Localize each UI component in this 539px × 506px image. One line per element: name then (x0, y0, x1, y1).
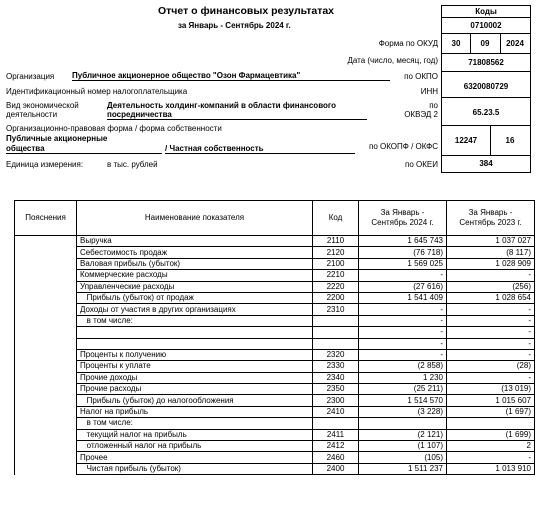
okei-code: 384 (479, 159, 493, 168)
table-row (15, 441, 535, 452)
row-code: 2460 (313, 452, 359, 463)
row-code: 2100 (313, 258, 359, 269)
ownership-value: / Частная собственность (165, 144, 355, 154)
row-value-previous: (13 019) (447, 384, 535, 395)
date-year: 2024 (500, 34, 530, 54)
notes-cell (15, 349, 77, 360)
okfs-code: 16 (490, 126, 530, 156)
unit-label: Единица измерения: (6, 160, 84, 169)
okved-label-2: ОКВЭД 2 (404, 110, 438, 119)
row-value-previous: 1 015 607 (447, 395, 535, 406)
row-name: Налог на прибыль (77, 406, 313, 417)
row-value-previous: (28) (447, 361, 535, 372)
notes-cell (15, 452, 77, 463)
table-row (15, 304, 535, 315)
row-value-previous: (8 117) (447, 247, 535, 258)
row-value-current: 1 541 409 (359, 292, 447, 303)
row-name: Выручка (77, 236, 313, 247)
row-value-previous: - (447, 315, 535, 326)
row-value-current: (27 616) (359, 281, 447, 292)
row-value-current: 1 645 743 (359, 236, 447, 247)
row-name: в том числе: (77, 315, 313, 326)
row-name: Доходы от участия в других организациях (77, 304, 313, 315)
inn-left-label: Идентификационный номер налогоплательщика (6, 87, 188, 96)
notes-cell (15, 247, 77, 258)
notes-cell (15, 384, 77, 395)
row-code: 2200 (313, 292, 359, 303)
table-row (15, 349, 535, 360)
date-month: 09 (470, 34, 500, 54)
table-row (15, 338, 535, 349)
row-value-previous: (1 697) (447, 406, 535, 417)
okpo-label: по ОКПО (404, 72, 438, 81)
activity-label-1: Вид экономической (6, 101, 79, 110)
okved-code: 65.23.5 (442, 98, 530, 126)
row-value-current: 1 511 237 (359, 463, 447, 474)
row-value-previous: (1 699) (447, 429, 535, 440)
divider (470, 34, 471, 54)
row-name: Прибыль (убыток) до налогообложения (77, 395, 313, 406)
row-code (313, 327, 359, 338)
row-name: Прибыль (убыток) от продаж (77, 292, 313, 303)
codes-box (441, 5, 531, 173)
notes-cell (15, 361, 77, 372)
row-name: Прочие доходы (77, 372, 313, 383)
financial-results-table (14, 200, 535, 475)
org-label: Организация (6, 72, 55, 81)
col-code-header: Код (313, 201, 359, 236)
row-value-previous (447, 418, 535, 429)
notes-cell (15, 338, 77, 349)
row-value-previous: 1 013 910 (447, 463, 535, 474)
row-code: 2110 (313, 236, 359, 247)
row-value-current: (2 858) (359, 361, 447, 372)
notes-cell (15, 429, 77, 440)
table-row (15, 292, 535, 303)
row-code (313, 418, 359, 429)
col-notes-header: Пояснения (15, 201, 77, 236)
row-value-previous: (256) (447, 281, 535, 292)
row-name: в том числе: (77, 418, 313, 429)
row-code: 2330 (313, 361, 359, 372)
row-value-current: (2 121) (359, 429, 447, 440)
row-value-current: - (359, 349, 447, 360)
row-value-previous: 2 (447, 441, 535, 452)
table-row (15, 429, 535, 440)
row-name: Управленческие расходы (77, 281, 313, 292)
row-name: Себестоимость продаж (77, 247, 313, 258)
row-value-previous: 1 028 909 (447, 258, 535, 269)
row-value-previous: - (447, 270, 535, 281)
row-value-current (359, 418, 447, 429)
row-code: 2120 (313, 247, 359, 258)
notes-cell (15, 281, 77, 292)
row-name: Коммерческие расходы (77, 270, 313, 281)
row-code: 2410 (313, 406, 359, 417)
row-code: 2400 (313, 463, 359, 474)
table-row (15, 463, 535, 474)
table-row (15, 372, 535, 383)
row-code: 2210 (313, 270, 359, 281)
row-value-current: - (359, 327, 447, 338)
report-period: за Январь - Сентябрь 2024 г. (178, 21, 291, 30)
row-value-current: (25 211) (359, 384, 447, 395)
row-name (77, 327, 313, 338)
row-value-current: 1 514 570 (359, 395, 447, 406)
row-value-current: 1 230 (359, 372, 447, 383)
okei-label: по ОКЕИ (405, 160, 438, 169)
table-row (15, 258, 535, 269)
row-code: 2340 (313, 372, 359, 383)
table-row (15, 395, 535, 406)
activity-value-1: Деятельность холдинг-компаний в области финансового (107, 101, 337, 110)
row-value-current: (105) (359, 452, 447, 463)
notes-cell (15, 292, 77, 303)
notes-cell (15, 270, 77, 281)
row-code: 2300 (313, 395, 359, 406)
row-code: 2310 (313, 304, 359, 315)
okpo-code: 71808562 (442, 54, 530, 72)
row-name: Прочие расходы (77, 384, 313, 395)
row-value-previous: - (447, 304, 535, 315)
row-value-current: - (359, 338, 447, 349)
org-value: Публичное акционерное общество "Озон Фармацевтика" (72, 71, 390, 81)
row-value-current: - (359, 315, 447, 326)
notes-cell (15, 372, 77, 383)
col-previous-header: За Январь - Сентябрь 2023 г. (447, 201, 535, 236)
table-row (15, 281, 535, 292)
row-name: Проценты к уплате (77, 361, 313, 372)
row-value-previous: - (447, 338, 535, 349)
notes-cell (15, 406, 77, 417)
notes-cell (15, 315, 77, 326)
table-header-row (15, 201, 535, 236)
row-value-current: (3 228) (359, 406, 447, 417)
okved-label-1: по (429, 101, 438, 110)
row-code: 2320 (313, 349, 359, 360)
divider (500, 34, 501, 54)
table-row (15, 247, 535, 258)
legal-form-value-2: общества (6, 144, 162, 154)
table-row (15, 384, 535, 395)
notes-cell (15, 236, 77, 247)
okud-code: 0710002 (442, 18, 530, 34)
row-value-previous: - (447, 349, 535, 360)
row-value-previous: 1 037 027 (447, 236, 535, 247)
row-name: отложенный налог на прибыль (77, 441, 313, 452)
okopf-code: 12247 (442, 126, 490, 156)
notes-cell (15, 395, 77, 406)
row-code (313, 338, 359, 349)
notes-cell (15, 463, 77, 474)
row-code (313, 315, 359, 326)
row-code: 2350 (313, 384, 359, 395)
table-row (15, 315, 535, 326)
table-row (15, 270, 535, 281)
row-value-current: - (359, 304, 447, 315)
col-name-header: Наименование показателя (77, 201, 313, 236)
notes-cell (15, 304, 77, 315)
row-value-current: - (359, 270, 447, 281)
report-title: Отчет о финансовых результатах (158, 5, 335, 17)
row-name: Прочее (77, 452, 313, 463)
row-name: Валовая прибыль (убыток) (77, 258, 313, 269)
date-label: Дата (число, месяц, год) (347, 56, 438, 65)
table-row (15, 406, 535, 417)
table-row (15, 361, 535, 372)
notes-cell (15, 418, 77, 429)
legal-form-label: Организационно-правовая форма / форма собственности (6, 124, 222, 133)
date-day: 30 (442, 34, 470, 54)
row-name: текущий налог на прибыль (77, 429, 313, 440)
codes-title: Коды (442, 6, 530, 18)
col-current-header: За Январь - Сентябрь 2024 г. (359, 201, 447, 236)
row-name: Проценты к получению (77, 349, 313, 360)
unit-value: в тыс. рублей (107, 160, 158, 169)
row-value-previous: - (447, 327, 535, 338)
row-value-current: (76 718) (359, 247, 447, 258)
row-value-previous: - (447, 372, 535, 383)
divider (490, 126, 491, 156)
row-name (77, 338, 313, 349)
row-code: 2411 (313, 429, 359, 440)
row-value-previous: - (447, 452, 535, 463)
table-row (15, 236, 535, 247)
row-value-previous: 1 028 654 (447, 292, 535, 303)
legal-form-value-1: Публичные акционерные (6, 134, 108, 143)
row-value-current: (1 107) (359, 441, 447, 452)
activity-value-2: посредничества (107, 110, 367, 120)
row-name: Чистая прибыль (убыток) (77, 463, 313, 474)
notes-cell (15, 441, 77, 452)
row-value-current: 1 569 025 (359, 258, 447, 269)
inn-label: ИНН (420, 87, 438, 96)
row-code: 2412 (313, 441, 359, 452)
inn-code: 6320080729 (442, 72, 530, 98)
activity-label-2: деятельности (6, 110, 58, 119)
notes-cell (15, 258, 77, 269)
notes-cell (15, 327, 77, 338)
row-code: 2220 (313, 281, 359, 292)
table-row (15, 327, 535, 338)
table-row (15, 418, 535, 429)
table-row (15, 452, 535, 463)
okud-label: Форма по ОКУД (378, 39, 438, 48)
okopf-label: по ОКОПФ / ОКФС (369, 142, 438, 151)
